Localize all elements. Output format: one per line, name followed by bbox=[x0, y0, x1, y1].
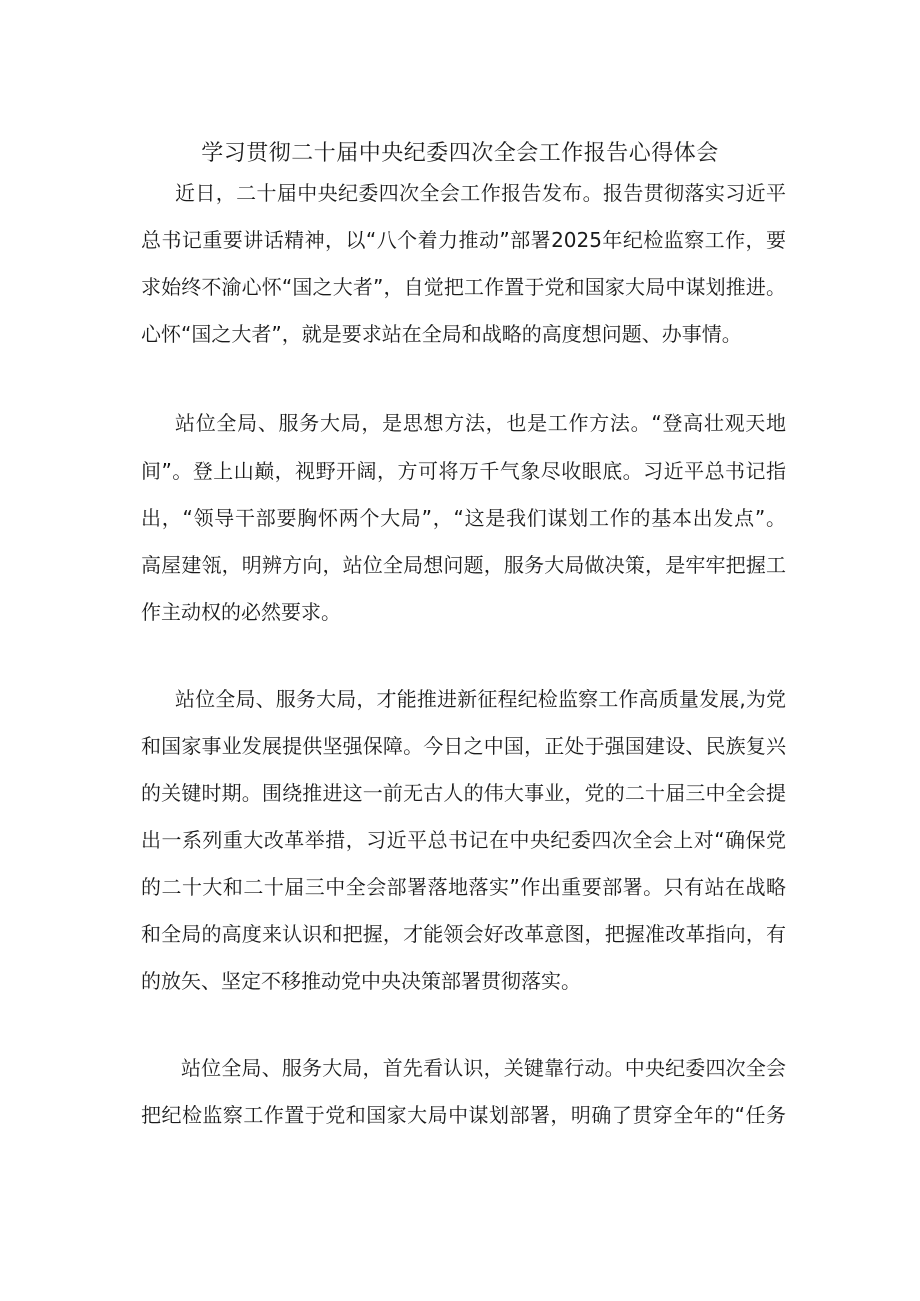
paragraph-4-line-1: 站位全局、服务大局，首先看认识，关键靠行动。中央纪委四次全会 bbox=[181, 1056, 786, 1080]
paragraph-2-line-4: 高屋建瓴，明辨方向，站位全局想问题，服务大局做决策，是牢牢把握工 bbox=[141, 553, 786, 577]
paragraph-3-line-1: 站位全局、服务大局，才能推进新征程纪检监察工作高质量发展,为党 bbox=[175, 687, 786, 711]
paragraph-2-line-3: 出，“领导干部要胸怀两个大局”，“这是我们谋划工作的基本出发点”。 bbox=[141, 506, 786, 530]
paragraph-2-line-1: 站位全局、服务大局，是思想方法，也是工作方法。“登高壮观天地 bbox=[175, 411, 786, 435]
paragraph-3-line-5: 的二十大和二十届三中全会部署落地落实”作出重要部署。只有站在战略 bbox=[141, 875, 786, 899]
paragraph-3-line-6: 和全局的高度来认识和把握，才能领会好改革意图，把握准改革指向，有 bbox=[141, 922, 786, 946]
paragraph-3-line-7: 的放矢、坚定不移推动党中央决策部署贯彻落实。 bbox=[141, 969, 581, 993]
paragraph-2-line-5: 作主动权的必然要求。 bbox=[141, 600, 341, 624]
paragraph-3-line-4: 出一系列重大改革举措，习近平总书记在中央纪委四次全会上对“确保党 bbox=[141, 828, 786, 852]
paragraph-3-line-3: 的关键时期。围绕推进这一前无古人的伟大事业，党的二十届三中全会提 bbox=[141, 781, 786, 805]
paragraph-1-line-4: 心怀“国之大者”，就是要求站在全局和战略的高度想问题、办事情。 bbox=[141, 322, 742, 346]
paragraph-3-line-2: 和国家事业发展提供坚强保障。今日之中国，正处于强国建设、民族复兴 bbox=[141, 734, 786, 758]
paragraph-1-line-2: 总书记重要讲话精神，以“八个着力推动”部署2025年纪检监察工作，要 bbox=[141, 228, 786, 252]
paragraph-1-line-3: 求始终不渝心怀“国之大者”，自觉把工作置于党和国家大局中谋划推进。 bbox=[141, 275, 786, 299]
paragraph-2-line-2: 间”。登上山巅，视野开阔，方可将万千气象尽收眼底。习近平总书记指 bbox=[141, 459, 786, 483]
document-title: 学习贯彻二十届中央纪委四次全会工作报告心得体会 bbox=[201, 141, 719, 166]
paragraph-1-line-1: 近日，二十届中央纪委四次全会工作报告发布。报告贯彻落实习近平 bbox=[175, 181, 786, 205]
paragraph-4-line-2: 把纪检监察工作置于党和国家大局中谋划部署，明确了贯穿全年的“任务 bbox=[141, 1103, 786, 1127]
